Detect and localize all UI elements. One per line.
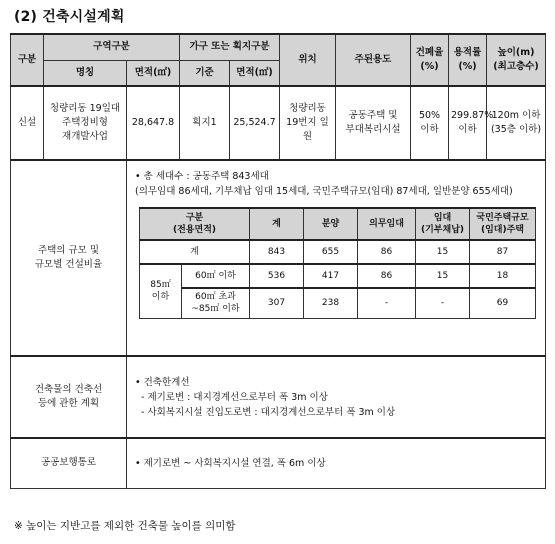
- header-location: 위치: [280, 34, 336, 86]
- header-main-use: 주된용도: [336, 34, 411, 86]
- unit-header-national: 국민주택규모 (임대)주택: [470, 208, 536, 240]
- building-line-content: • 건축한계선 - 제기로변 : 대지경계선으로부터 폭 3m 이상 - 사회복지시설 진입도로변 : 대지경계선으로부터 폭 3m 이상: [127, 356, 546, 438]
- housing-breakdown-line: (의무임대 86세대, 기부채납 임대 15세대, 국민주택규모(임대) 87세대, 일반분양 655세대): [135, 186, 513, 197]
- unit-header-type: 구분 (전용면적): [140, 208, 250, 240]
- row-height: 120m 이하 (35층 이하): [487, 86, 546, 160]
- row-walkway: [11, 438, 546, 488]
- housing-total-line: • 총 세대수 : 공동주택 843세대: [135, 171, 269, 182]
- row-location: 청량리동 19번지 일원: [280, 86, 336, 160]
- unit-row-sum: 계 843 655 86 15 87: [140, 240, 536, 264]
- row-main-use: 공동주택 및 부대복리시설: [336, 86, 411, 160]
- section-title: (2) 건축시설계획: [14, 9, 125, 25]
- housing-label: 주택의 규모 및 규모별 건설비율: [11, 160, 127, 356]
- row-name: 청량리동 19일대 주택정비형 재개발사업: [44, 86, 127, 160]
- row-area: 28,647.8: [127, 86, 180, 160]
- unit-row-60-85: 60㎡ 초과 ~85㎡ 이하 307 238 - - 69: [140, 288, 536, 318]
- header-area: 면적(㎡): [127, 60, 180, 86]
- row-gubun: 신설: [11, 86, 44, 160]
- header-height: 높이(m) (최고층수): [487, 34, 546, 86]
- building-line-label: 건축물의 건축선 등에 관한 계획: [11, 356, 127, 438]
- walkway-content: • 제기로변 ~ 사회복지시설 연결, 폭 6m 이상: [127, 438, 546, 488]
- row-area2: 25,524.7: [230, 86, 280, 160]
- row-building-line: [11, 356, 546, 438]
- unit-group-85: 85㎡ 이하: [140, 264, 182, 318]
- row-new: [11, 86, 546, 160]
- footnote: ※ 높이는 지반고를 제외한 건축물 높이를 의미함: [14, 520, 236, 532]
- header-parcel-div: 가구 또는 획지구분: [180, 34, 280, 60]
- header-name: 명칭: [44, 60, 127, 86]
- unit-header-mandatory: 의무임대: [358, 208, 416, 240]
- row-housing: [11, 160, 546, 356]
- header-criteria: 기준: [180, 60, 230, 86]
- row-bcr: 50% 이하: [411, 86, 449, 160]
- header-area2: 면적(㎡): [230, 60, 280, 86]
- unit-header-total: 계: [250, 208, 304, 240]
- unit-header-sale: 분양: [304, 208, 358, 240]
- header-area-div: 구역구분: [44, 34, 180, 60]
- unit-size-table: [139, 207, 536, 319]
- building-plan-table: [10, 33, 546, 489]
- unit-row-60: 85㎡ 이하 60㎡ 이하 536 417 86 15 18: [140, 264, 536, 288]
- header-gubun: 구분: [11, 34, 44, 86]
- walkway-label: 공공보행통로: [11, 438, 127, 488]
- header-bcr: 건폐율 (%): [411, 34, 449, 86]
- row-far: 299.87% 이하: [449, 86, 487, 160]
- housing-content: [127, 160, 546, 356]
- header-far: 용적률 (%): [449, 34, 487, 86]
- unit-header-rental: 임대 (기부채납): [416, 208, 470, 240]
- row-criteria: 획지1: [180, 86, 230, 160]
